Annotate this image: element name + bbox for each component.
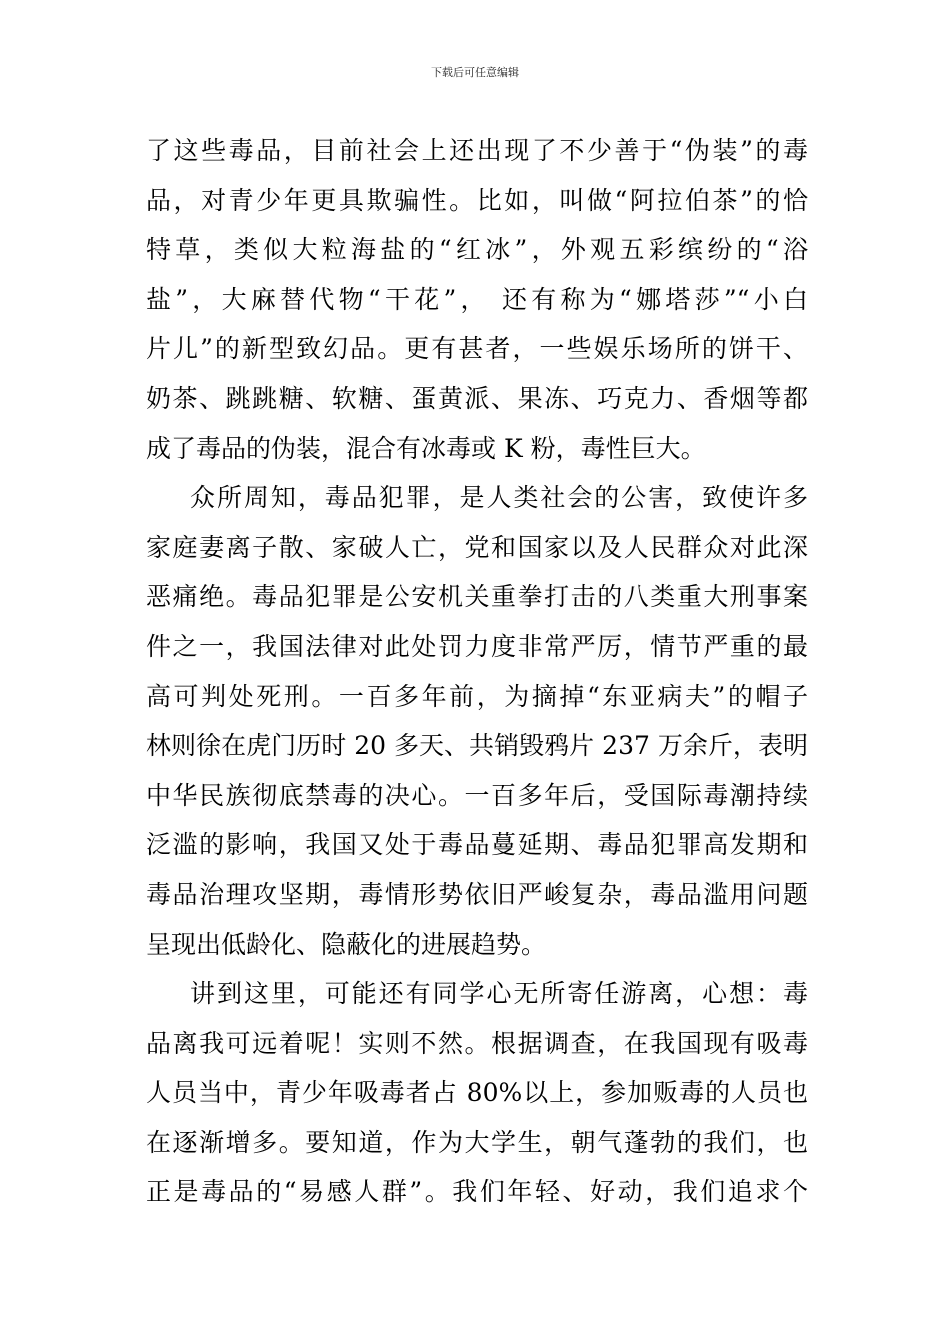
text-line: 人员当中，青少年吸毒者占 80%以上，参加贩毒的人员也 (146, 1078, 808, 1108)
text-line: 恶痛绝。毒品犯罪是公安机关重拳打击的八类重大刑事案 (146, 582, 808, 612)
text-line: 特草，类似大粒海盐的“红冰”，外观五彩缤纷的“浴 (146, 235, 808, 265)
text-line: 中华民族彻底禁毒的决心。一百多年后，受国际毒潮持续 (146, 780, 808, 810)
text-line: 家庭妻离子散、家破人亡，党和国家以及人民群众对此深 (146, 532, 808, 562)
text-line: 盐”，大麻替代物“干花”， 还有称为“娜塔莎”“小白 (146, 284, 808, 314)
text-line: 片儿”的新型致幻品。更有甚者，一些娱乐场所的饼干、 (146, 334, 808, 364)
text-line: 林则徐在虎门历时 20 多天、共销毁鸦片 237 万余斤，表明 (146, 731, 808, 761)
text-line: 成了毒品的伪装，混合有冰毒或 K 粉，毒性巨大。 (146, 433, 706, 463)
text-line: 高可判处死刑。一百多年前，为摘掉“东亚病夫”的帽子 (146, 681, 808, 711)
text-line: 在逐渐增多。要知道，作为大学生，朝气蓬勃的我们，也 (146, 1127, 808, 1157)
document-body (146, 126, 808, 1217)
text-line: 毒品治理攻坚期，毒情形势依旧严峻复杂，毒品滥用问题 (146, 879, 808, 909)
text-line: 讲到这里，可能还有同学心无所寄任游离，心想：毒 (190, 979, 808, 1009)
text-line: 件之一，我国法律对此处罚力度非常严厉，情节严重的最 (146, 631, 808, 661)
text-line: 呈现出低龄化、隐蔽化的进展趋势。 (146, 929, 547, 959)
text-line: 了这些毒品，目前社会上还出现了不少善于“伪装”的毒 (146, 136, 808, 165)
page-header: 下载后可任意编辑 (431, 66, 519, 79)
text-line: 奶茶、跳跳糖、软糖、蛋黄派、果冻、巧克力、香烟等都 (146, 383, 808, 413)
text-line: 泛滥的影响，我国又处于毒品蔓延期、毒品犯罪高发期和 (146, 830, 808, 860)
text-line: 品，对青少年更具欺骗性。比如，叫做“阿拉伯茶”的恰 (146, 185, 808, 215)
text-line: 众所周知，毒品犯罪，是人类社会的公害，致使许多 (190, 483, 808, 513)
text-line: 品离我可远着呢！实则不然。根据调查，在我国现有吸毒 (146, 1028, 808, 1058)
text-line: 正是毒品的“易感人群”。我们年轻、好动，我们追求个 (146, 1177, 808, 1207)
